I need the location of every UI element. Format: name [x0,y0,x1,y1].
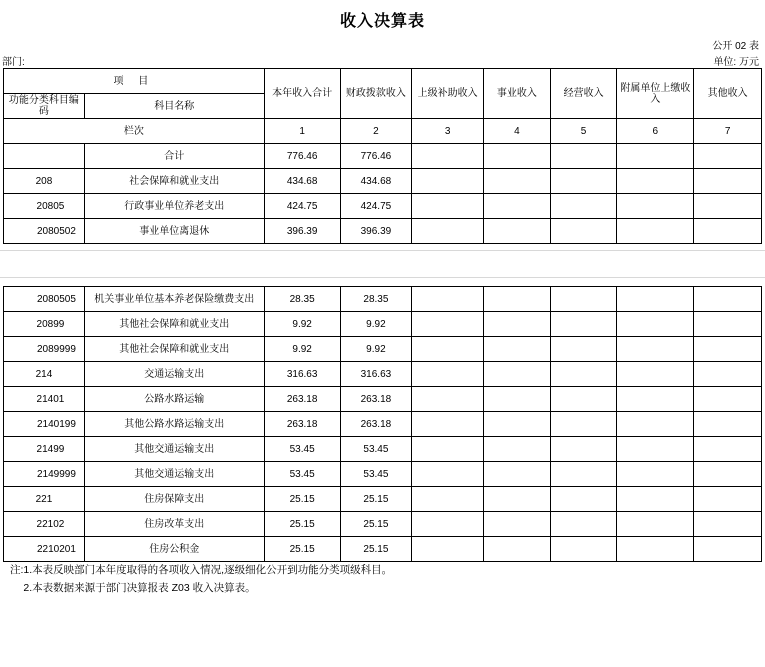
header-other-income: 其他收入 [694,69,762,119]
row-value-1: 316.63 [264,362,340,387]
row-value-3 [412,387,484,412]
table-row [4,144,762,169]
row-name: 其他交通运输支出 [84,437,264,462]
group-header-item: 项 目 [4,69,265,94]
table-body-part2 [4,287,762,562]
table-row [4,287,762,312]
row-value-3 [412,312,484,337]
row-value-1: 263.18 [264,412,340,437]
table-row [4,337,762,362]
row-name: 社会保障和就业支出 [84,169,264,194]
row-value-3 [412,194,484,219]
row-value-4 [484,487,551,512]
row-value-2: 263.18 [340,387,412,412]
row-value-2: 25.15 [340,512,412,537]
header-subject-name: 科目名称 [84,94,264,119]
row-value-7 [694,194,762,219]
row-value-7 [694,337,762,362]
row-value-2: 776.46 [340,144,412,169]
row-value-1: 434.68 [264,169,340,194]
row-code: 21401 [4,387,85,412]
row-code: 20805 [4,194,85,219]
header-operating-income: 经营收入 [550,69,617,119]
row-value-4 [484,219,551,244]
column-number-5: 5 [550,119,617,144]
row-value-6 [617,169,694,194]
table-row [4,194,762,219]
row-value-5 [550,337,617,362]
row-value-1: 9.92 [264,337,340,362]
note-line-2 [10,580,765,598]
row-value-1: 776.46 [264,144,340,169]
row-value-1: 263.18 [264,387,340,412]
row-value-5 [550,194,617,219]
table-group-header-row [4,69,762,94]
row-code: 2149999 [4,462,85,487]
row-value-4 [484,312,551,337]
unit-label: 单位: 万元 [713,56,759,68]
row-value-1: 25.15 [264,512,340,537]
header-superior-subsidy: 上级补助收入 [412,69,484,119]
row-value-4 [484,462,551,487]
page-separator [0,250,765,286]
row-value-4 [484,512,551,537]
public-label: 公开 02 表 [712,41,759,52]
row-value-1: 396.39 [264,219,340,244]
row-value-2: 25.15 [340,487,412,512]
column-number-3: 3 [412,119,484,144]
row-value-6 [617,537,694,562]
row-value-6 [617,462,694,487]
row-value-7 [694,487,762,512]
row-value-2: 424.75 [340,194,412,219]
row-value-2: 53.45 [340,462,412,487]
row-value-4 [484,144,551,169]
row-name: 其他公路水路运输支出 [84,412,264,437]
row-value-4 [484,387,551,412]
row-name: 其他交通运输支出 [84,462,264,487]
row-name: 其他社会保障和就业支出 [84,337,264,362]
row-value-4 [484,169,551,194]
row-value-7 [694,537,762,562]
row-code: 221 [4,487,85,512]
row-name: 住房保障支出 [84,487,264,512]
row-value-4 [484,537,551,562]
row-name: 住房公积金 [84,537,264,562]
table-row [4,487,762,512]
table-column-number-row [4,119,762,144]
row-value-6 [617,412,694,437]
notes-label: 注: [10,564,24,576]
row-value-1: 53.45 [264,462,340,487]
row-name: 事业单位离退休 [84,219,264,244]
row-value-2: 53.45 [340,437,412,462]
row-value-4 [484,412,551,437]
row-value-5 [550,487,617,512]
table-row [4,219,762,244]
row-name: 公路水路运输 [84,387,264,412]
row-value-6 [617,144,694,169]
row-code: 21499 [4,437,85,462]
row-code [4,144,85,169]
table-body-part1 [4,144,762,244]
revenue-table-part2 [3,286,762,562]
header-subordinate-income: 附属单位上缴收入 [617,69,694,119]
row-value-6 [617,337,694,362]
row-code: 2089999 [4,337,85,362]
row-value-2: 28.35 [340,287,412,312]
row-value-6 [617,387,694,412]
header-function-code: 功能分类科目编码 [4,94,85,119]
row-value-3 [412,362,484,387]
row-value-4 [484,362,551,387]
table-row [4,169,762,194]
row-value-7 [694,437,762,462]
table-row [4,462,762,487]
row-value-6 [617,487,694,512]
row-value-6 [617,512,694,537]
row-value-5 [550,537,617,562]
department-unit-row [0,52,765,68]
row-value-5 [550,512,617,537]
public-label-row [0,37,765,52]
row-value-6 [617,362,694,387]
column-number-4: 4 [484,119,551,144]
row-value-1: 28.35 [264,287,340,312]
row-value-6 [617,219,694,244]
row-value-5 [550,169,617,194]
row-value-5 [550,412,617,437]
row-value-2: 434.68 [340,169,412,194]
row-value-7 [694,387,762,412]
row-value-1: 424.75 [264,194,340,219]
row-code: 208 [4,169,85,194]
row-value-6 [617,437,694,462]
row-code: 2080502 [4,219,85,244]
row-value-3 [412,462,484,487]
separator-line-bottom [0,277,765,278]
row-value-2: 396.39 [340,219,412,244]
row-value-3 [412,169,484,194]
row-value-3 [412,537,484,562]
row-value-4 [484,337,551,362]
row-value-6 [617,194,694,219]
header-business-income: 事业收入 [484,69,551,119]
row-value-5 [550,362,617,387]
row-name: 住房改革支出 [84,512,264,537]
table-row [4,437,762,462]
table-row [4,312,762,337]
row-value-4 [484,194,551,219]
revenue-table-part1 [3,68,762,244]
row-name: 其他社会保障和就业支出 [84,312,264,337]
page-title: 收入决算表 [339,13,425,30]
row-value-7 [694,312,762,337]
row-value-3 [412,512,484,537]
row-value-3 [412,487,484,512]
note-item-2: 2.本表数据来源于部门决算报表 Z03 收入决算表。 [23,581,256,594]
department-label: 部门: [2,56,25,68]
row-value-7 [694,512,762,537]
row-value-2: 9.92 [340,337,412,362]
row-value-7 [694,362,762,387]
row-code: 2080505 [4,287,85,312]
row-code: 2140199 [4,412,85,437]
row-code: 20899 [4,312,85,337]
row-value-5 [550,437,617,462]
row-value-5 [550,144,617,169]
row-value-2: 25.15 [340,537,412,562]
row-value-1: 25.15 [264,537,340,562]
row-value-7 [694,169,762,194]
table-row [4,412,762,437]
row-value-2: 263.18 [340,412,412,437]
row-value-7 [694,219,762,244]
row-value-5 [550,219,617,244]
row-value-5 [550,387,617,412]
row-value-3 [412,437,484,462]
row-name: 合计 [84,144,264,169]
row-value-6 [617,312,694,337]
row-value-5 [550,312,617,337]
row-name: 行政事业单位养老支出 [84,194,264,219]
row-value-1: 9.92 [264,312,340,337]
notes-section [0,562,765,598]
row-value-7 [694,144,762,169]
note-item-1: 1.本表反映部门本年度取得的各项收入情况,逐级细化公开到功能分类项级科目。 [23,564,393,576]
row-value-5 [550,287,617,312]
row-name: 机关事业单位基本养老保险缴费支出 [84,287,264,312]
row-name: 交通运输支出 [84,362,264,387]
row-value-4 [484,437,551,462]
column-number-2: 2 [340,119,412,144]
row-value-3 [412,412,484,437]
column-number-label: 栏次 [4,119,265,144]
row-value-3 [412,287,484,312]
column-number-6: 6 [617,119,694,144]
row-value-6 [617,287,694,312]
row-value-3 [412,144,484,169]
note-line-1 [10,562,765,580]
row-code: 2210201 [4,537,85,562]
table-row [4,362,762,387]
table-row [4,387,762,412]
table-row [4,537,762,562]
row-value-4 [484,287,551,312]
separator-line-top [0,250,765,251]
row-value-2: 9.92 [340,312,412,337]
row-value-3 [412,219,484,244]
row-code: 214 [4,362,85,387]
row-value-1: 25.15 [264,487,340,512]
row-value-2: 316.63 [340,362,412,387]
row-value-5 [550,462,617,487]
row-value-7 [694,287,762,312]
table-row [4,512,762,537]
row-code: 22102 [4,512,85,537]
column-number-1: 1 [264,119,340,144]
row-value-1: 53.45 [264,437,340,462]
row-value-7 [694,462,762,487]
header-total-income: 本年收入合计 [264,69,340,119]
header-fiscal-appropriation: 财政拨款收入 [340,69,412,119]
row-value-7 [694,412,762,437]
column-number-7: 7 [694,119,762,144]
row-value-3 [412,337,484,362]
